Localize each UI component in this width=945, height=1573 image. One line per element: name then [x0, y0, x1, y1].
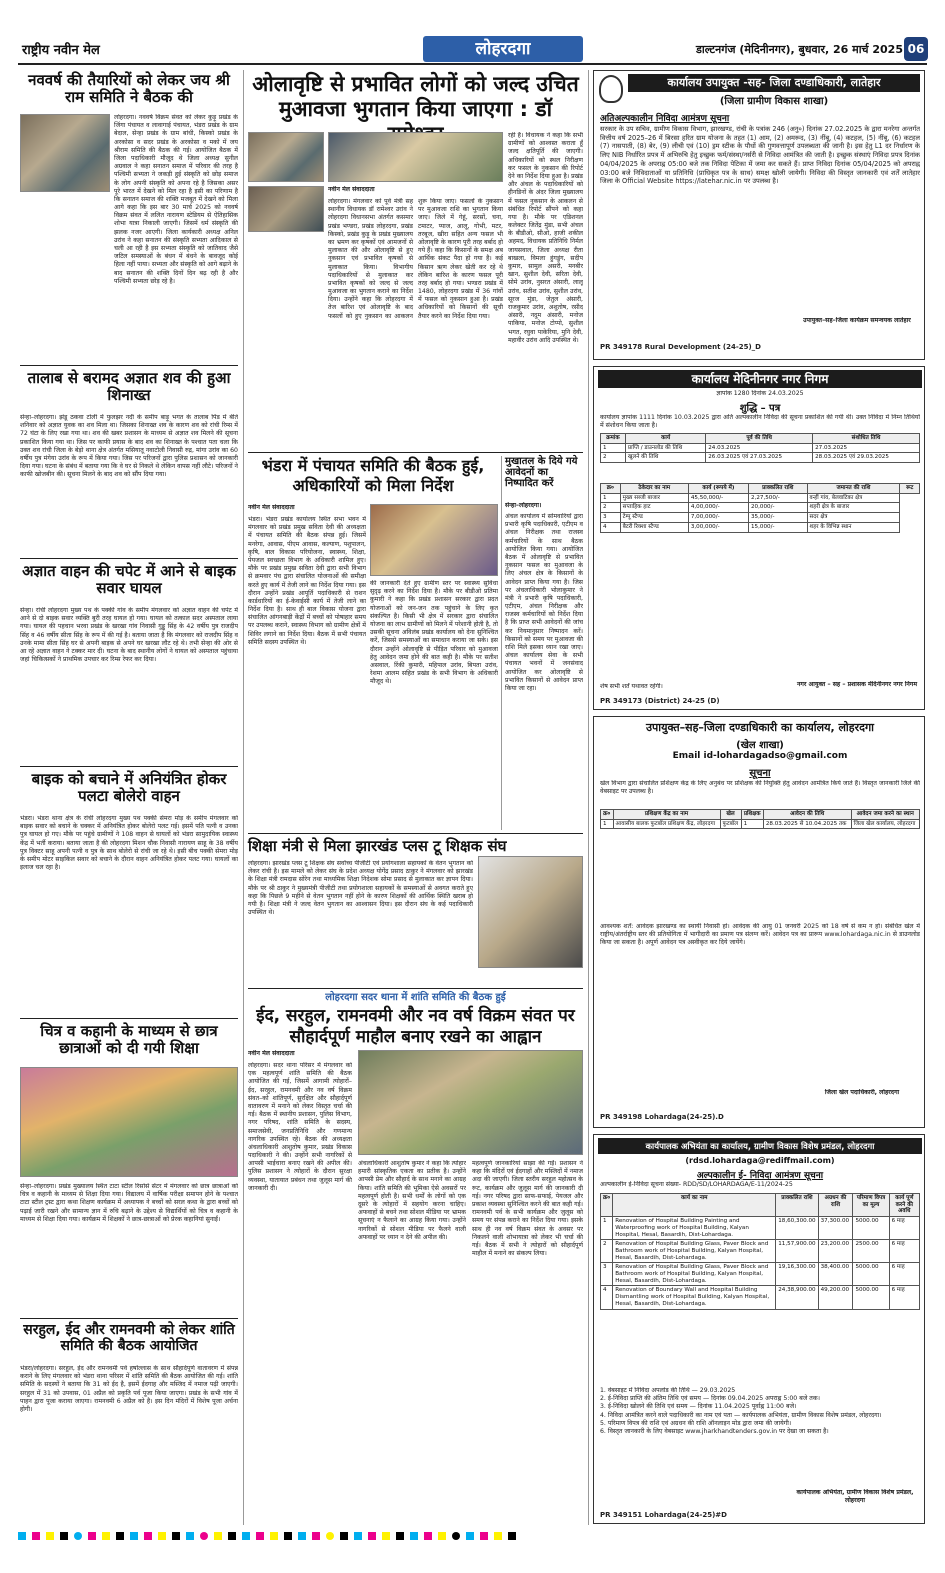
table-row — [601, 1240, 920, 1263]
table-cell: 38,400.00 — [818, 1263, 853, 1286]
notice-terms: 1. वेबसाइट में निविदा अपलोड की तिथि — 29.03.2025 2. ई-निविदा प्राप्ति की अंतिम तिथि एवं समय — दिनांक 09.04.2025 अपराह्न 5:00 बजे तक। 3. ई-निविदा खोलने की तिथि एवं समय — दिनांक 11.04.2025 पूर्वाह्न 11:00 बजे। 4. निविदा आमंत्रित करने वाले पदाधिकारी का नाम एवं पता — कार्यपालक अभियंता, ग्रामीण विकास विशेष प्रमंडल, लोहरदगा। 5. परिमाण विपत्र की राशि एवं अग्रधन की राशि ऑनलाइन मोड द्वारा जमा की जायेगी। 6. विस्तृत जानकारी के लिए वेबसाइट www.jharkhandtenders.gov.in पर देखा जा सकता है। — [600, 1387, 882, 1435]
emblem-icon — [599, 75, 623, 103]
table-header-cell: प्राक्कलित राशि — [749, 484, 808, 494]
notice-office: उपायुक्त–सह–जिला दण्डाधिकारी का कार्यालय, लोहरदगा — [645, 721, 874, 734]
notice-office: कार्यालय उपायुक्त -सह- जिला दण्डाधिकारी, लातेहार — [628, 74, 920, 92]
table-cell: फुटबॉल — [720, 819, 741, 829]
table-header-cell: ठेकेदार का नाम — [620, 484, 688, 494]
registration-swatch — [46, 1532, 54, 1540]
notice-pr-code: PR 349198 Lohardaga(24-25).D — [600, 1113, 724, 1121]
story-body: सेन्हा–लोहरदगा। प्रखंड मुख्यालय स्थित टाटा स्टील रिसोर्स सेंटर में मंगलवार को छात्र छात्राओं को चित्र व कहानी के माध्यम से शिक्षा दिया गया। विद्यालय में वार्षिक परीक्षा समापन होने के पश्चात टाटा स्टील ट्रस्ट द्वारा कथा शिक्षण कार्यक्रम में अध्यापक ने बच्चों को सरल कथा के द्वारा बच्चों को पढ़ाई जारी रखने और सामान्य ज्ञान में रुचि बढ़ाने के उद्देश्य से विद्यार्थियों को चित्र व कहानी के माध्यम से शिक्षा दिया गया। कार्यक्रम में शिक्षकों ने छात्र-छात्राओं को प्रेरक कहानियां सुनाईं। — [20, 1183, 238, 1223]
table-header-cell: क्र० — [601, 810, 614, 820]
story-shiksha-mantri — [248, 838, 583, 986]
corrigendum-table — [600, 433, 920, 479]
table-cell: 4,00,000/- — [688, 503, 748, 513]
table-cell: 28.03.2025 एवं 29.03.2025 — [813, 453, 920, 463]
story-body: लोहरदगा। मंगलवार को पूर्व मंत्री सह स्थानीय विधायक डॉ रामेश्वर उरांव ने लोहरदगा विधानसभा अंतर्गत कसमार प्रखंड भण्डरा, प्रखंड लोहरदगा, प्रखंड किस्को, प्रखंड कुड़ू के प्रखंड मुख्यालय का भ्रमण कर कृषकों एवं आमजनों से मुलाकात की और ओलावृष्टि से हुए नुकसान एवं प्रभावित कृषकों से मुलाकात किया। विभागीय पदाधिकारियों से मुलाकात कर प्रभावित कृषकों को जल्द से जल्द मुआवजा का भुगतान कराने का निर्देश दिया। उन्होंने कहा कि लोहरदगा में तेज बारिश एवं ओलावृष्टि के बाद फसलों को हुए नुकसान का आकलन शुरू किया जाए। फसलों के नुकसान पर मुआवजा राशि का भुगतान किया जाए। जिले में गेहूं, सरसों, चना, टमाटर, प्याज, आलू, गोभी, मटर, तरबूज, खीरा सहित अन्य फसल भी ओलावृष्टि के कारण पूरी तरह बर्बाद हो गये हैं। कहा कि किसानों के समक्ष अब आर्थिक संकट पैदा हो गया है। कई किसान ऋण लेकर खेती कर रहे थे लेकिन बारिश के कारण फसल पूरी तरह बर्बाद हो गया। भण्डरा प्रखंड में 1480, लोहरदगा प्रखंड में 36 गांवों में फसल को नुकसान हुआ है। प्रखंड अधिकारियों को किसानों की सूची तैयार करने का निर्देश दिया गया। — [328, 198, 503, 320]
notice-title: शुद्धि – पत्र — [739, 403, 781, 414]
table-row — [601, 819, 920, 829]
registration-swatch — [200, 1532, 208, 1540]
notice-office: कार्यालय मेदिनीनगर नगर निगम — [598, 370, 922, 388]
table-row — [601, 493, 920, 503]
table-cell: 6 माह — [889, 1217, 919, 1240]
table-header-cell: पूर्व की तिथि — [706, 434, 813, 444]
notice-pr-code: PR 349178 Rural Development (24-25)_D — [600, 343, 761, 351]
trainer-table — [600, 809, 920, 919]
table-cell: 5000.00 — [853, 1217, 889, 1240]
registration-swatch — [424, 1532, 432, 1540]
column-divider — [248, 833, 583, 834]
column-divider — [20, 1018, 238, 1019]
story-headline: नववर्ष की तैयारियों को लेकर जय श्री राम समिति ने बैठक की — [28, 71, 230, 106]
color-registration-bar — [18, 1530, 927, 1542]
story-body: भंडरा। भंडरा प्रखंड कार्यालय स्थित सभा भवन में मंगलवार को प्रखंड प्रमुख सविता देवी की अध्यक्षता में पंचायत समिति की बैठक संपन्न हुई। जिसमें मनरेगा, आवास, पीएम आवास, कल्याण, पशुपालन, कृषि, बाल विकास परियोजना, स्वास्थ्य, शिक्षा, पेयजल स्वच्छता विभाग के अधिकारी शामिल हुए। मौके पर प्रखंड प्रमुख सविता देवी द्वारा सभी विभाग से क्रमवार पंच द्वारा संचालित योजनाओं की समीक्षा करते हुए कार्य में तेजी लाने का निर्देश दिया गया। इस दौरान उन्होंने प्रखंड आपूर्ति पदाधिकारी से राशन कार्डधारियों का ई-केवाईसी कार्य में तेजी लाने का निर्देश दिया है। साथ ही बाल विकास योजना द्वारा संचालित आंगनबाड़ी केंद्रों में बच्चों को पोषाहार समय पर उपलब्ध कराने, स्वास्थ्य विभाग को ग्रामीण क्षेत्रों में शिविर लगाने का निर्देश दिया। बैठक में सभी पंचायत समिति सदस्य उपस्थित थे। — [248, 516, 366, 646]
column-divider — [20, 766, 238, 767]
table-row — [601, 513, 920, 523]
table-cell: 2500.00 — [853, 1240, 889, 1263]
table-cell: 15,000/- — [749, 522, 808, 532]
story-body: लोहरदगा। झारखंड प्लस टू शिक्षक संघ सर्वोच्च पीजीटी एवं प्रयोगशाला सहायकों के वेतन भुगतान को लेकर रांची है। इस मामले को लेकर संघ के प्रदेश अध्यक्ष योगेंद्र प्रसाद ठाकुर ने मंगलवार को झारखंड के शिक्षा मंत्री रामदास सोरेन तथा माध्यमिक शिक्षा निदेशक सोमा प्रसाद से मुलाकात कर ज्ञापन दिया। मौके पर श्री ठाकुर ने मुख्यमंत्री पीजीटी तथा प्रयोगशाला सहायकों के समस्याओं से अवगत कराते हुए कहा कि पिछले 9 महीने से वेतन भुगतान नहीं होने के कारण शिक्षकों की आर्थिक स्थिति खराब हो गयी है। शिक्षा मंत्री ने जल्द वेतन भुगतान का आश्वासन दिया। इस दौरान संघ के कई पदाधिकारी उपस्थित थे। — [248, 860, 473, 917]
story-body-continued: की जानकारी देते हुए ग्रामीण स्तर पर स्वास्थ्य सुविधा सुदृढ़ करने का निर्देश दिया है। मौके पर बीडीओ प्रतिमा कुमारी ने कहा कि प्रखंड प्रशासन सरकार द्वारा प्रदत योजनाओं को जन-जन तक पहुंचाने के लिए कृत संकल्पित है। किसी भी क्षेत्र में सरकार द्वारा संचालित योजना का लाभ ग्रामीणों को मिलने में परेशानी होती है, तो उसकी सूचना अविलंब प्रखंड कार्यालय को देना सुनिश्चित करें, जिससे समस्याओं का समाधान कराया जा सके। इस दौरान उन्होंने ओलावृष्टि से पीड़ित परिवार को मुआवजा हेतु आवेदन जमा होने की बात कही है। मौके पर सतीश असवाल, रिंकी कुमारी, महिपाल उरांव, बिपता उरांव, रेशमा आलम सहित प्रखंड के सभी विभाग के अधिकारी मौजूद थे। — [370, 580, 498, 686]
table-header-cell: खेल — [720, 810, 741, 820]
table-header-cell: जमानत की राशि — [807, 484, 900, 494]
registration-swatch — [102, 1532, 110, 1540]
table-cell: 7,00,000/- — [688, 513, 748, 523]
notice-rural-dev — [593, 1134, 925, 1524]
table-cell: Renovation of Hospital Building Glass, Paver Block and Bathroom work of Hospital Building, Kalyan Hospital, Hesal, Basardih, Dist-Lohardaga. — [613, 1263, 776, 1286]
table-header-cell: परिमाण विपत्र का मूल्य — [853, 1194, 889, 1217]
table-cell: 3,00,000/- — [688, 522, 748, 532]
registration-swatch — [480, 1532, 488, 1540]
table-cell: 1 — [601, 493, 621, 503]
table-cell: 2 — [601, 503, 621, 513]
table-cell: 23,200.00 — [818, 1240, 853, 1263]
notice-title: अल्पकालीन ई- निविदा आमंत्रण सूचना — [696, 1171, 824, 1181]
notice-pr-code: PR 349173 (District) 24-25 (D) — [600, 697, 720, 705]
story-accident-bike — [20, 563, 238, 763]
registration-swatch — [396, 1532, 404, 1540]
registration-swatch — [368, 1532, 376, 1540]
notice-signature: नगर आयुक्त – सह – प्रशासक मेदिनीनगर नगर निगम — [796, 681, 918, 688]
table-row — [601, 1217, 920, 1240]
table-cell: जिला खेल कार्यालय, लोहरदगा — [851, 819, 920, 829]
registration-swatch — [270, 1532, 278, 1540]
registration-swatch — [312, 1532, 320, 1540]
notice-signature: उपायुक्त–सह–जिला कार्यक्रम समन्वयक लातेहार — [803, 317, 911, 324]
story-olavrishti — [248, 72, 583, 450]
table-header-cell: क्रमांक — [601, 434, 626, 444]
story-body-continued: अंचलाधिकारी आशुतोष कुमार ने कहा कि त्योहार हमारी सांस्कृतिक एकता का प्रतीक है। उन्होंने आपसी प्रेम और सौहार्द के साथ मनाने का आग्रह किया। शांति समिति की भूमिका ऐसे अवसरों पर महत्वपूर्ण होती है। सभी धर्मों के लोगों को एक दूसरे के त्योहारों में सहयोग करना चाहिए। अफवाहों से बचने तथा सोशल मीडिया पर भ्रामक सूचनाएं न फैलाने का आग्रह किया गया। उन्होंने नागरिकों से सोशल मीडिया पर फैलने वाली अफवाहों पर ध्यान न देने की अपील की। — [358, 1160, 466, 1241]
page-number-badge: 06 — [904, 37, 928, 61]
registration-swatch — [284, 1532, 292, 1540]
registration-swatch — [452, 1532, 460, 1540]
registration-swatch — [172, 1532, 180, 1540]
table-cell: 24.03.2025 — [706, 443, 813, 453]
notice-title: अतिअल्पकालीन निविदा आमंत्रण सूचना — [600, 114, 730, 124]
story-mukhatal-avedan — [505, 456, 583, 830]
table-cell: 19,16,300.00 — [776, 1263, 818, 1286]
table-row — [601, 1263, 920, 1286]
registration-swatch — [256, 1532, 264, 1540]
notice-office: कार्यपालक अभियंता का कार्यालय, ग्रामीण विकास विशेष प्रमंडल, लोहरदगा — [598, 1138, 922, 1154]
table-header-cell: कार्य का नाम — [613, 1194, 776, 1217]
registration-swatch — [326, 1532, 334, 1540]
table-cell: आवासीय बालक फुटबॉल प्रशिक्षण केंद्र, लोहरदगा — [613, 819, 720, 829]
table-cell: 28.03.2025 से 10.04.2025 तक — [763, 819, 851, 829]
story-body: अंचल कार्यालय में सोमवारियों द्वारा प्रभारी कृषि पदाधिकारी, एटीएम व अंचल निरीक्षक तथा राजस्व कर्मचारियों के साथ बैठक आयोजित किया गया। आयोजित बैठक में ओलावृष्टि से प्रभावित नुकसान फसल का मुआवजा के लिए अंचल क्षेत्र के किसानों के आवेदन प्राप्त किया गया है। जिस पर अंचलाधिकारी भोलाकुमार ने मंत्री ने प्रभारी कृषि पदाधिकारी, एटीएम, अंचल निरीक्षक और राजस्व कर्मचारियों को निर्देश दिया है कि प्राप्त सभी आवेदनों की जांच कर नियमानुसार निष्पादन करें। किसानों को समय पर मुआवजा की राशि मिले इसका ध्यान रखा जाए। अंचल कार्यालय सेवा के सभी पंचायत भवनों में जनसंवाद आयोजित कर ओलावृष्टि से प्रभावित किसानों से आवेदन प्राप्त किया जा रहा। — [505, 513, 583, 692]
column-divider — [248, 988, 583, 989]
registration-swatch — [410, 1532, 418, 1540]
story-headline: मुखातल के दिये गये आवेदनों का निष्पादित करें — [505, 456, 578, 490]
table-header-cell: प्राक्कलित राशि — [776, 1194, 818, 1217]
story-nav-varsh — [20, 72, 238, 362]
story-headline: भंडरा में पंचायत समिति की बैठक हुई, अधिकारियों को मिला निर्देश — [261, 456, 485, 495]
table-cell: 5000.00 — [853, 1286, 889, 1309]
masthead-rule — [18, 63, 927, 65]
story-body: लोहरदगा। सदर थाना परिसर में मंगलवार को एक महत्वपूर्ण शांति समिति की बैठक आयोजित की गई, जिसमें आगामी त्योहारों–ईद, सरहुल, रामनवमी और नव वर्ष विक्रम संवत–को शांतिपूर्ण, सुरक्षित और सौहार्दपूर्ण वातावरण में मनाने को लेकर विस्तृत चर्चा की गई। बैठक में स्थानीय प्रशासन, पुलिस विभाग, नगर परिषद, शांति समिति के सदस्य, समाजसेवी, जनप्रतिनिधि और गणमान्य नागरिक उपस्थित रहे। बैठक की अध्यक्षता अंचलाधिकारी आशुतोष कुमार, प्रखंड विकास पदाधिकारी ने की। उन्होंने सभी नागरिकों से आपसी भाईचारा बनाए रखने की अपील की। पुलिस प्रशासन ने त्योहारों के दौरान सुरक्षा व्यवस्था, यातायात प्रबंधन तथा जुलूस मार्ग की जानकारी दी। — [248, 1062, 352, 1192]
story-photo — [358, 1050, 583, 1155]
registration-swatch — [298, 1532, 306, 1540]
table-row — [601, 522, 920, 532]
notice-subtitle: (जिला ग्रामीण विकास शाखा) — [719, 96, 829, 107]
table-cell: 24,38,900.00 — [776, 1286, 818, 1309]
table-cell: टेम्पू स्टैण्ड — [620, 513, 688, 523]
notice-intro: खेल विभाग द्वारा संचालित प्रशिक्षण केंद्र के लिए अनुबंध पर प्रशिक्षक की नियुक्ति हेतु आवेदन आमंत्रित किये जाते हैं। विस्तृत जानकारी जिले की वेबसाइट पर उपलब्ध है। — [600, 780, 920, 796]
table-cell: 2,27,500/- — [749, 493, 808, 503]
notice-khel-shakha — [593, 716, 925, 1128]
story-bolero — [20, 771, 238, 1016]
table-header-cell: आवेदन की तिथि — [763, 810, 851, 820]
story-panchayat-samiti — [248, 456, 498, 830]
table-cell: 2 — [601, 1240, 613, 1263]
registration-swatch — [158, 1532, 166, 1540]
table-row — [601, 453, 920, 463]
notice-email: Email id-lohardagadso@gmail.com — [672, 751, 848, 761]
registration-swatch — [340, 1532, 348, 1540]
registration-swatch — [18, 1532, 26, 1540]
table-cell: वन्हीं गांव, बेलवाटिका क्षेत्र — [807, 493, 900, 503]
story-body: सेन्हा। रांची लोहरदगा मुख्य पथ के पक्की गांव के समीप मंगलवार को अज्ञात वाहन की चपेट में आने से दो बाइक सवार व्यक्ति बुरी तरह घायल हो गया। घायल को तत्काल सदर अस्पताल लाया गया। घायल की पहचान भरवा प्रखंड के खरखा गांव निवासी गुड्डू सिंह के 42 वर्षीय पुत्र राजदीप सिंह व 46 वर्षीय सीता सिंह के रूप में की गई है। बताया जाता है कि मंगलवार को राजदीप सिंह व उनके मामा सीता सिंह घर से अपनी बाइक से अपने घर खरखा लौट रहे थे। तभी सेन्हा की ओर से आ रहे अज्ञात वाहन ने टक्कर मार दी। घटना के बाद स्थानीय लोगों ने घायल को अस्पताल पहुंचाया जहां चिकित्सकों ने प्राथमिक उपचार कर रिम्स रेफर कर दिया। — [20, 607, 238, 664]
notice-medininagar — [593, 366, 925, 710]
vertical-rule — [243, 70, 244, 1525]
section-banner: लोहरदगा — [423, 36, 583, 62]
table-header-cell: संशोधित तिथि — [813, 434, 920, 444]
vertical-rule — [501, 456, 502, 830]
story-photo — [248, 186, 324, 232]
table-cell: 45,50,000/- — [688, 493, 748, 503]
story-shanti-samiti-bhandra — [20, 1323, 238, 1523]
story-headline: शिक्षा मंत्री से मिला झारखंड प्लस टू शिक्षक संघ — [248, 837, 507, 855]
registration-swatch — [228, 1532, 236, 1540]
table-header-cell: अग्रधन की राशि — [818, 1194, 853, 1217]
table-cell: शहरी क्षेत्र के बाजार — [807, 503, 900, 513]
registration-swatch — [32, 1532, 40, 1540]
registration-swatch — [130, 1532, 138, 1540]
masthead — [18, 36, 927, 64]
table-cell: सदर क्षेत्र — [807, 513, 900, 523]
registration-swatch — [144, 1532, 152, 1540]
table-header-cell: क्र० — [601, 1194, 613, 1217]
table-cell: 37,300.00 — [818, 1217, 853, 1240]
story-headline: ओलावृष्टि से प्रभावित लोगों को जल्द उचित मुआवजा भुगतान किया जाएगा : डॉ — [252, 72, 579, 122]
table-cell: 49,200.00 — [818, 1286, 853, 1309]
table-header-cell: कार्य पूर्ण करने की अवधि — [889, 1194, 919, 1217]
paper-logo: राष्ट्रीय नवीन मेल — [22, 43, 100, 58]
table-cell: 18,60,300.00 — [776, 1217, 818, 1240]
column-divider — [20, 365, 238, 366]
table-header-cell: प्रशिक्षक — [741, 810, 763, 820]
table-header-cell: रूट — [900, 484, 920, 494]
table-cell: बैटरी रिक्शा स्टैण्ड — [620, 522, 688, 532]
table-cell: शहर के विभिन्न स्थान — [807, 522, 900, 532]
column-divider — [20, 1318, 238, 1319]
registration-swatch — [382, 1532, 390, 1540]
registration-swatch — [214, 1532, 222, 1540]
table-cell: 20,000/- — [749, 503, 808, 513]
table-header-cell: आवेदन जमा करने का स्थान — [851, 810, 920, 820]
story-headline: सरहुल, ईद और रामनवमी को लेकर शांति समिति की बैठक आयोजित — [23, 1322, 235, 1354]
table-header-cell: क्र० — [601, 484, 621, 494]
settlement-table — [600, 483, 920, 679]
registration-swatch — [438, 1532, 446, 1540]
vertical-rule — [588, 70, 589, 1525]
table-cell: Renovation of Hospital Building Painting and Waterproofing work of Hospital Building, Kalyan Hospital, Hesal, Basardih, Dist-Lohardaga. — [613, 1217, 776, 1240]
story-photo — [328, 132, 503, 182]
table-row — [601, 503, 920, 513]
table-cell: 4 — [601, 1286, 613, 1309]
column-divider — [248, 452, 583, 453]
table-cell: 5000.00 — [853, 1263, 889, 1286]
registration-swatch — [354, 1532, 362, 1540]
story-body: भंडरा। भंडरा थाना क्षेत्र के रांची लोहरदगा मुख्य पथ पक्की सेमरा मोड़ के समीप मंगलवार को बाइक सवार को बचाने के चक्कर में अनियंत्रित होकर बोलेरो पलट गई। इसमें पति पत्नी व उनका पुत्र घायल हो गए। मौके पर पहुंचे ग्रामीणों ने 108 वाहन से घायलों को भंडरा सामुदायिक स्वास्थ्य केंद्र में भर्ती कराया। बताया जाता है की लोहरदगा मिशन चौक निवासी नारायण साहू के 38 वर्षीय पुत्र विक्टर साहू अपनी पत्नी व पुत्र के साथ बोलेरो से रांची जा रहे थे। इसी बीच पक्की सेमरा मोड़ के समीप मोटर साइकिल सवार को बचाने के दौरान वाहन अनियंत्रित होकर पलट गया। घायलों का इलाज चल रहा है। — [20, 815, 238, 872]
notice-ref: अल्पकालीन ई-निविदा सूचना संख्या- RDD/SD/LOHARDAGA/E-11/2024-25 — [600, 1181, 793, 1188]
story-photo — [20, 1067, 238, 1177]
story-headline: बाइक को बचाने में अनियंत्रित होकर पलटा बोलेरो वाहन — [31, 770, 227, 805]
notice-body: सरकार के उप सचिव, ग्रामीण विकास विभाग, झारखण्ड, रांची के पत्रांक 246 (अनु०) दिनांक 27.02.2025 के द्वारा मनरेगा अन्तर्गत वित्तीय वर्ष 2025–26 में बिरसा हरित ग्राम योजना के तहत (1) आम, (2) अमरूद, (3) नींबू, (4) कटहल, (5) नींबू, (6) कटहल (7) नासपाती, (8) बेर, (9) लीची एवं (10) ड्रम स्टीक के पौधों की गुणवत्तापूर्ण उपलब्धता की जानी है। इस हेतु L1 दर निर्धारण के लिए NIB निर्धारित प्रपत्र में अभिरुचि हेतु इच्छुक फर्म/संस्था/नर्सरी से निविदा आमंत्रित की जाती है। इच्छुक संस्थाएं निविदा प्रपत्र दिनांक 04/04/2025 के अपराह्न 05:00 बजे तक निविदा पेटिका में जमा कर सकते हैं। प्राप्त निविदा दिनांक 05/04/2025 को अपराह्न 03:00 बजे निविदाताओं या प्रतिनिधि (प्राधिकृत पत्र के साथ) समक्ष खोली जायेगी। निविदा की विस्तृत जानकारी एवं शर्तें लातेहार जिला के Official Website https://latehar.nic.in पर उपलब्ध है। — [600, 125, 920, 186]
story-body: भंडरा/लोहरदगा। सरहुल, ईद और रामनवमी पर्व हर्षोल्लास के साथ सौहार्दपूर्ण वातावरण में संपन्न कराने के लिए मंगलवार को भंडरा थाना परिसर में शांति समिति की बैठक आयोजित की गई। शांति समिति के सदस्यों ने बताया कि 31 को ईद है, इसमें ईदगाह और मस्जिद में नमाज पढ़ी जाएगी। सरहुल में 31 को उपवास, 01 अप्रैल को प्रकृति पर्व पूजा किया जाएगा। प्रखंड के सभी गांव में पाहन द्वारा पूजा कराया जाएगा। रामनवमी 6 अप्रैल को है। इस दिन मंदिरों में विशेष पूजा अर्चना होगी। — [20, 1365, 238, 1413]
notice-note: शेष सभी शर्तें यथावत रहेंगी। — [600, 683, 663, 690]
registration-swatch — [242, 1532, 250, 1540]
table-cell: Renovation of Boundary Wall and Hospital Building Dismantling work of Hospital Building, Kalyan Hospital, Hesal, Basardih, Dist-Lohardaga. — [613, 1286, 776, 1309]
registration-swatch — [508, 1532, 516, 1540]
table-cell: 6 माह — [889, 1240, 919, 1263]
notice-title: सूचना — [749, 768, 771, 779]
table-cell: 3 — [601, 513, 621, 523]
story-kicker: लोहरदगा सदर थाना में शांति समिति की बैठक हुई — [325, 992, 506, 1003]
tender-table — [600, 1193, 920, 1383]
column-divider — [20, 558, 238, 559]
story-headline: ईद, सरहुल, रामनवमी और नव वर्ष विक्रम संवत पर सौहार्दपूर्ण माहौल बनाए रखने का आह्वान — [256, 1006, 575, 1047]
table-header-cell: कार्य — [625, 434, 705, 444]
dateline: डाल्टनगंज (मेदिनीनगर), बुधवार, 26 मार्च 2025 — [696, 43, 903, 56]
table-cell: सप्ताहिक हाट — [620, 503, 688, 513]
registration-swatch — [74, 1532, 82, 1540]
table-row — [601, 443, 920, 453]
registration-swatch — [88, 1532, 96, 1540]
notice-intro: कार्यालय ज्ञापांक 1111 दिनांक 10.03.2025 द्वारा अति अल्पकालीन निविदा की सूचना प्रकाशित की गयी थी। उक्त निविदा में निम्न तिथियों में संशोधन किया जाता है। — [600, 414, 920, 430]
table-cell: 1 — [601, 819, 614, 829]
story-headline: तालाब से बरामद अज्ञात शव की हुआ शिनाख्त — [27, 369, 231, 404]
story-body: लोहरदगा। नववर्ष विक्रम संवत को लेकर कुड़ू प्रखंड के जिंगा पंचायत व लावागाई पंचायत, भंडरा प्रखंड के ग्राम बेदाल, सेन्हा प्रखंड के ग्राम बांधी, किस्को प्रखंड के अरकोसा व सदर प्रखंड के अरकोसा व मको में जय श्रीराम समिति की बैठक की गई। आयोजित बैठक में जिला पदाधिकारी मौजूद थे जिला अध्यक्ष सुनील अग्रवाल ने कहा सनातन समाज में परिवार की तरह है पश्चिमी सभ्यता ने जकड़ी हुई संस्कृति को छोड़ समाज के लोग अपनी संस्कृति को अपना रहे है जिसका असर पूरे भारत में देखने को मिल रहा है इसी का परिणाम है कि सनातन समाज की शक्ति मजबूत में देखने को मिला आगे कहा कि इस बार 30 मार्च 2025 को नववर्ष विक्रम संवत में ललित नारायण स्टेडियम से ऐतिहासिक शोभा यात्रा निकाली जाएगी। जिसमें धर्म संस्कृति की झलक नजर आएगी। जिला कार्यकारी अध्यक्ष अनिल उरांव ने कहा सनातन की संस्कृति सभ्यता आदिकाल से चली आ रही है इस सभ्यता संस्कृति को जातिवाद जैसे जटिल समस्याओं के बंधन में बंधने के बावजूद कोई हिला नहीं पाया। सभ्यता और संस्कृति को आगे बढ़ाने के बाद सनातन की शक्ति दिनों दिन बढ़ रही है और पश्चिमी सभ्यता छोड़ रहे है। — [114, 114, 238, 285]
registration-swatch — [186, 1532, 194, 1540]
story-byline: नवीन मेल संवाददाता — [248, 504, 295, 511]
notice-latehar — [593, 70, 925, 360]
story-byline: सेन्हा–लोहरदगा। — [505, 502, 542, 509]
table-header-cell: प्रशिक्षण केंद्र का नाम — [613, 810, 720, 820]
story-photo — [370, 504, 498, 576]
table-cell: Renovation of Hospital Building Glass, Paver Block and Bathroom work of Hospital Building, Kalyan Hospital, Hesal, Basardih, Dist-Lohardaga. — [613, 1240, 776, 1263]
table-cell: 27.03.2025 — [813, 443, 920, 453]
notice-terms: आवश्यक शर्तें: आवेदक झारखण्ड का स्थायी निवासी हो। आवेदक की आयु 01 जनवरी 2025 को 18 वर्ष से कम न हो। संबंधित खेल में राष्ट्रीय/अंतर्राष्ट्रीय स्तर की प्रतियोगिता में भागीदारी का प्रमाण पत्र संलग्न करें। आवेदन पत्र का प्रारूप www.lohardaga.nic.in से डाउनलोड किया जा सकता है। अपूर्ण आवेदन पत्र अस्वीकृत कर दिये जायेंगे। — [600, 923, 920, 947]
table-cell: 1 — [601, 1217, 613, 1240]
notice-subtitle: (खेल शाखा) — [736, 740, 784, 751]
registration-swatch — [116, 1532, 124, 1540]
registration-swatch — [60, 1532, 68, 1540]
table-cell: 3 — [601, 1263, 613, 1286]
story-headline: अज्ञात वाहन की चपेट में आने से बाइक सवार घायल — [22, 562, 236, 597]
story-talab-shav — [20, 370, 238, 555]
table-cell: मुख्य सब्जी बाजार — [620, 493, 688, 503]
story-byline: नवीन मेल संवाददाता — [248, 1050, 295, 1057]
story-body-continued: महत्वपूर्ण जानकारियां साझा की गईं। प्रशासन ने कहा कि मंदिरों एवं ईदगाहों और मस्जिदों में नमाज अदा की जाएगी। जिला स्तरीय सरहुल महोत्सव के रूट, कार्यक्रम और जुलूस मार्ग की जानकारी दी गई। नगर परिषद द्वारा साफ-सफाई, पेयजल और प्रकाश व्यवस्था सुनिश्चित करने की बात कही गई। रामनवमी पर्व के सभी कार्यक्रम और जुलूस को समय पर संपन्न कराने का निर्देश दिया गया। इसके साथ ही नव वर्ष विक्रम संवत के अवसर पर निकलने वाली शोभायात्रा को लेकर भी चर्चा की गई। बैठक में सभी ने त्योहारों को सौहार्दपूर्ण माहौल में मनाने का संकल्प लिया। — [472, 1160, 583, 1258]
story-body-continued: रही है। विधायक ने कहा कि सभी ग्रामीणों को आश्वस्त कराता हूँ जल्द क्षतिपूर्ति की जाएगी। अधिकारियों को स्थल निरीक्षण कर फसल के नुकसान की रिपोर्ट देने का निर्देश दिया हुआ है। प्रखंड और अंचल के पदाधिकारियों को हीनडिनों के अंदर जिला मुख्यालय में फसल नुकसान के आकलन से संबंधित रिपोर्ट सौंपने को कहा गया है। मौके पर एडिशनल कलेक्टर जितेंद्र मुंडा, सभी अंचल के बीडीओ, सीओ, हाजी शकील अहमद, विधायक प्रतिनिधि निर्मल जायसवाल, जिला अध्यक्ष रीता बाखला, विमला हुंगडुंग, सदीप कुमार, सामुल असरी, मनबीर खान, सुशील देवी, सरिता देवी, सोमे उरांव, नुसरत अंसारी, लालू उरांव, सतीश उरांव, सुशील उरांव, सूरज मुंडा, जेतुल अंसारी, राजकुमार उरांव, अशुतोष, रसीद अंसारी, नदुम अंसारी, मनोज पाकिया, मनोज टोप्पो, सुशील भगत, रघुवा पाकेरिया, मुनि देवी, महावीर उरांव आदि उपस्थित थे। — [508, 132, 583, 344]
table-cell: 1 — [601, 443, 626, 453]
story-headline: चित्र व कहानी के माध्यम से छात्र छात्राओं को दी गयी शिक्षा — [40, 1022, 218, 1057]
story-photo — [248, 132, 324, 182]
registration-swatch — [466, 1532, 474, 1540]
story-chitra-kahani — [20, 1023, 238, 1315]
story-sadar-thana — [248, 992, 583, 1522]
table-row — [601, 1286, 920, 1309]
table-cell: 6 माह — [889, 1263, 919, 1286]
story-byline: नवीन मेल संवाददाता — [328, 186, 375, 193]
table-cell: 11,57,900.00 — [776, 1240, 818, 1263]
table-cell: प्राप्ति / डाउनलोड की तिथि — [625, 443, 705, 453]
story-body: सेन्हा–लोहरदगा। झंडू ठकवा टोली में फुलझर नदी के समीप बाड़ू भगत के तालाब पिंड में बीते शनिवार को अज्ञात युवक का शव मिला था। जिसका शिनाख्त शव के कारण शव को रांची रिम्स में 72 घंटा के लिए रखा गया था। शव की खबर प्रशासन के माध्यम से अज्ञात शव मिलने की सूचना प्रकाशित किया गया था। जिस पर काफी प्रयास के बाद शव का शिनाख्त के पश्चात पता चला कि उक्त शव रांची जिला के बेड़ो थाना क्षेत्र अंतर्गत मसियातू नवाटोली निवासी रुद्र, मांगा उरांव का 60 वर्षीय पुत्र मंगेया उरांव के रूप में किया गया। जिस पर परिजनों द्वारा पुलिस प्रशासन को जानकारी दिया गया। घटना के संबंध में बताया गया कि वे घर से निकले थे लेकिन वापस नहीं लौटे। परिजनों ने काफी खोजबीन की। सूचना मिलने के बाद शव को सौंप दिया गया। — [20, 414, 238, 479]
notice-email: (rdsd.lohardaga@rediffmail.com) — [685, 1156, 835, 1165]
notice-ref: ज्ञापांक 1280 दिनांक 24.03.2025 — [716, 390, 804, 397]
notice-pr-code: PR 349151 Lohardaga(24-25)#D — [600, 1511, 727, 1519]
table-cell: 6 माह — [889, 1286, 919, 1309]
table-cell: 35,000/- — [749, 513, 808, 523]
table-cell: 2 — [601, 453, 626, 463]
registration-swatch — [494, 1532, 502, 1540]
notice-signature: जिला खेल पदाधिकारी, लोहरदगा — [824, 1089, 900, 1096]
table-cell: 26.03.2025 एवं 27.03.2025 — [706, 453, 813, 463]
notice-signature: कार्यपालक अभियंता, ग्रामीण विकास विशेष प्रमंडल, लोहरदगा — [796, 1489, 914, 1505]
table-header-cell: कार्य (रूपये में) — [688, 484, 748, 494]
story-photo — [478, 856, 583, 968]
table-cell: 1 — [741, 819, 763, 829]
table-cell: 4 — [601, 522, 621, 532]
table-cell: खुलने की तिथि — [625, 453, 705, 463]
